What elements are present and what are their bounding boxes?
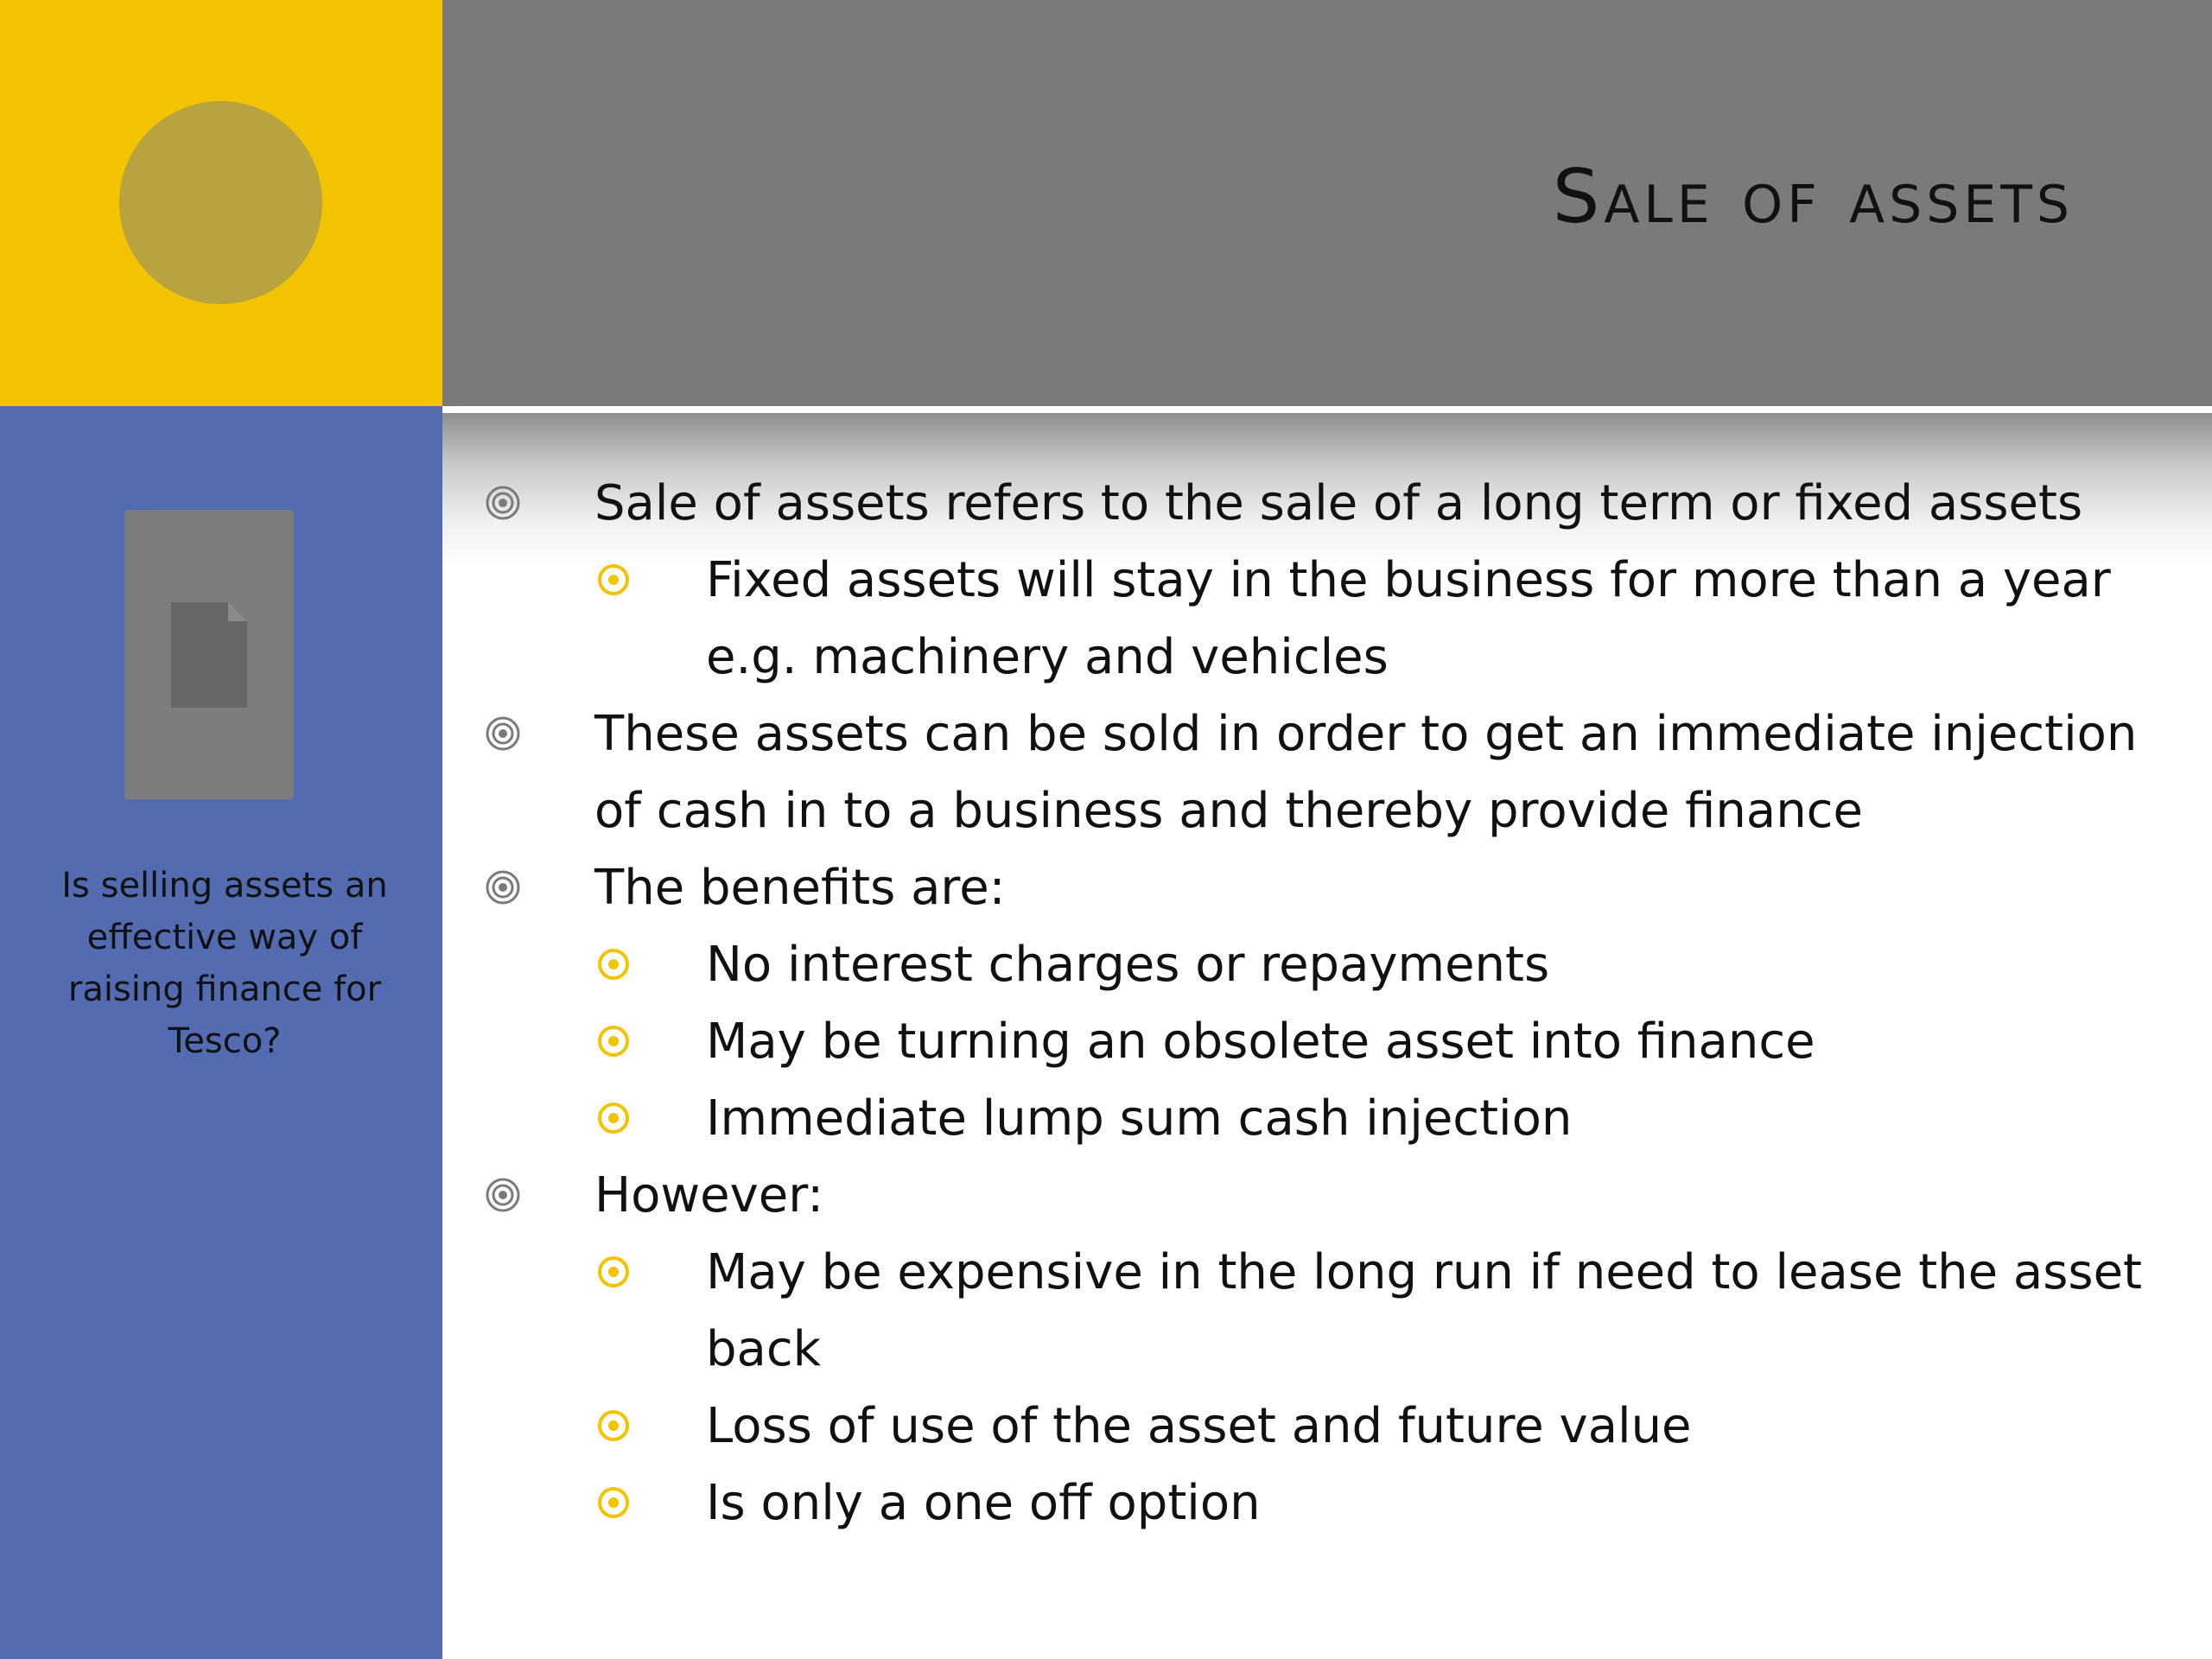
concentric-circle-bullet-icon xyxy=(486,716,520,751)
bullet-text: Is only a one off option xyxy=(706,1475,1261,1531)
sub-bullet-item xyxy=(442,1388,2212,1465)
bullet-text: Loss of use of the asset and future value xyxy=(706,1398,1692,1454)
concentric-circle-bullet-icon xyxy=(486,486,520,520)
yellow-ring-bullet-icon xyxy=(596,1485,631,1520)
yellow-ring-bullet-icon xyxy=(596,1255,631,1289)
content-area xyxy=(442,413,2212,1659)
sub-bullet-item xyxy=(442,542,2212,696)
yellow-ring-bullet-icon xyxy=(596,1408,631,1443)
bullet-item xyxy=(442,849,2212,926)
bullet-text: May be turning an obsolete asset into finance xyxy=(706,1014,1815,1070)
bullet-text: Fixed assets will stay in the business for more than a year e.g. machinery and vehicles xyxy=(706,552,2111,685)
yellow-ring-bullet-icon xyxy=(596,1101,631,1135)
sub-bullet-item xyxy=(442,1080,2212,1157)
bullet-text: The benefits are: xyxy=(594,860,1006,916)
bullet-text: Immediate lump sum cash injection xyxy=(706,1090,1573,1147)
bullet-item xyxy=(442,696,2212,849)
image-placeholder xyxy=(124,510,294,799)
divider xyxy=(442,406,2212,413)
bullet-text: May be expensive in the long run if need to lease the asset back xyxy=(706,1244,2143,1377)
decorative-circle xyxy=(119,101,322,304)
sub-bullet-item xyxy=(442,1003,2212,1080)
sub-bullet-item xyxy=(442,1234,2212,1388)
bullet-item xyxy=(442,1157,2212,1234)
title-bar xyxy=(442,0,2212,406)
concentric-circle-bullet-icon xyxy=(486,870,520,905)
bullet-text: Sale of assets refers to the sale of a long term or fixed assets xyxy=(594,475,2083,531)
bullet-list xyxy=(442,465,2212,1541)
bullet-item xyxy=(442,465,2212,542)
yellow-ring-bullet-icon xyxy=(596,1024,631,1058)
accent-block xyxy=(0,0,442,406)
yellow-ring-bullet-icon xyxy=(596,947,631,982)
document-icon xyxy=(171,602,247,708)
bullet-text: However: xyxy=(594,1167,824,1224)
concentric-circle-bullet-icon xyxy=(486,1178,520,1212)
side-question: Is selling assets an effective way of raising finance for Tesco? xyxy=(61,866,388,1061)
bullet-text: No interest charges or repayments xyxy=(706,937,1550,993)
sub-bullet-item xyxy=(442,926,2212,1003)
yellow-ring-bullet-icon xyxy=(596,563,631,597)
bullet-text: These assets can be sold in order to get an immediate injection of cash in to a business and thereby provide finance xyxy=(594,706,2138,839)
side-panel xyxy=(0,406,442,1659)
slide-title: Sale of assets xyxy=(1552,154,2074,240)
sub-bullet-item xyxy=(442,1465,2212,1541)
